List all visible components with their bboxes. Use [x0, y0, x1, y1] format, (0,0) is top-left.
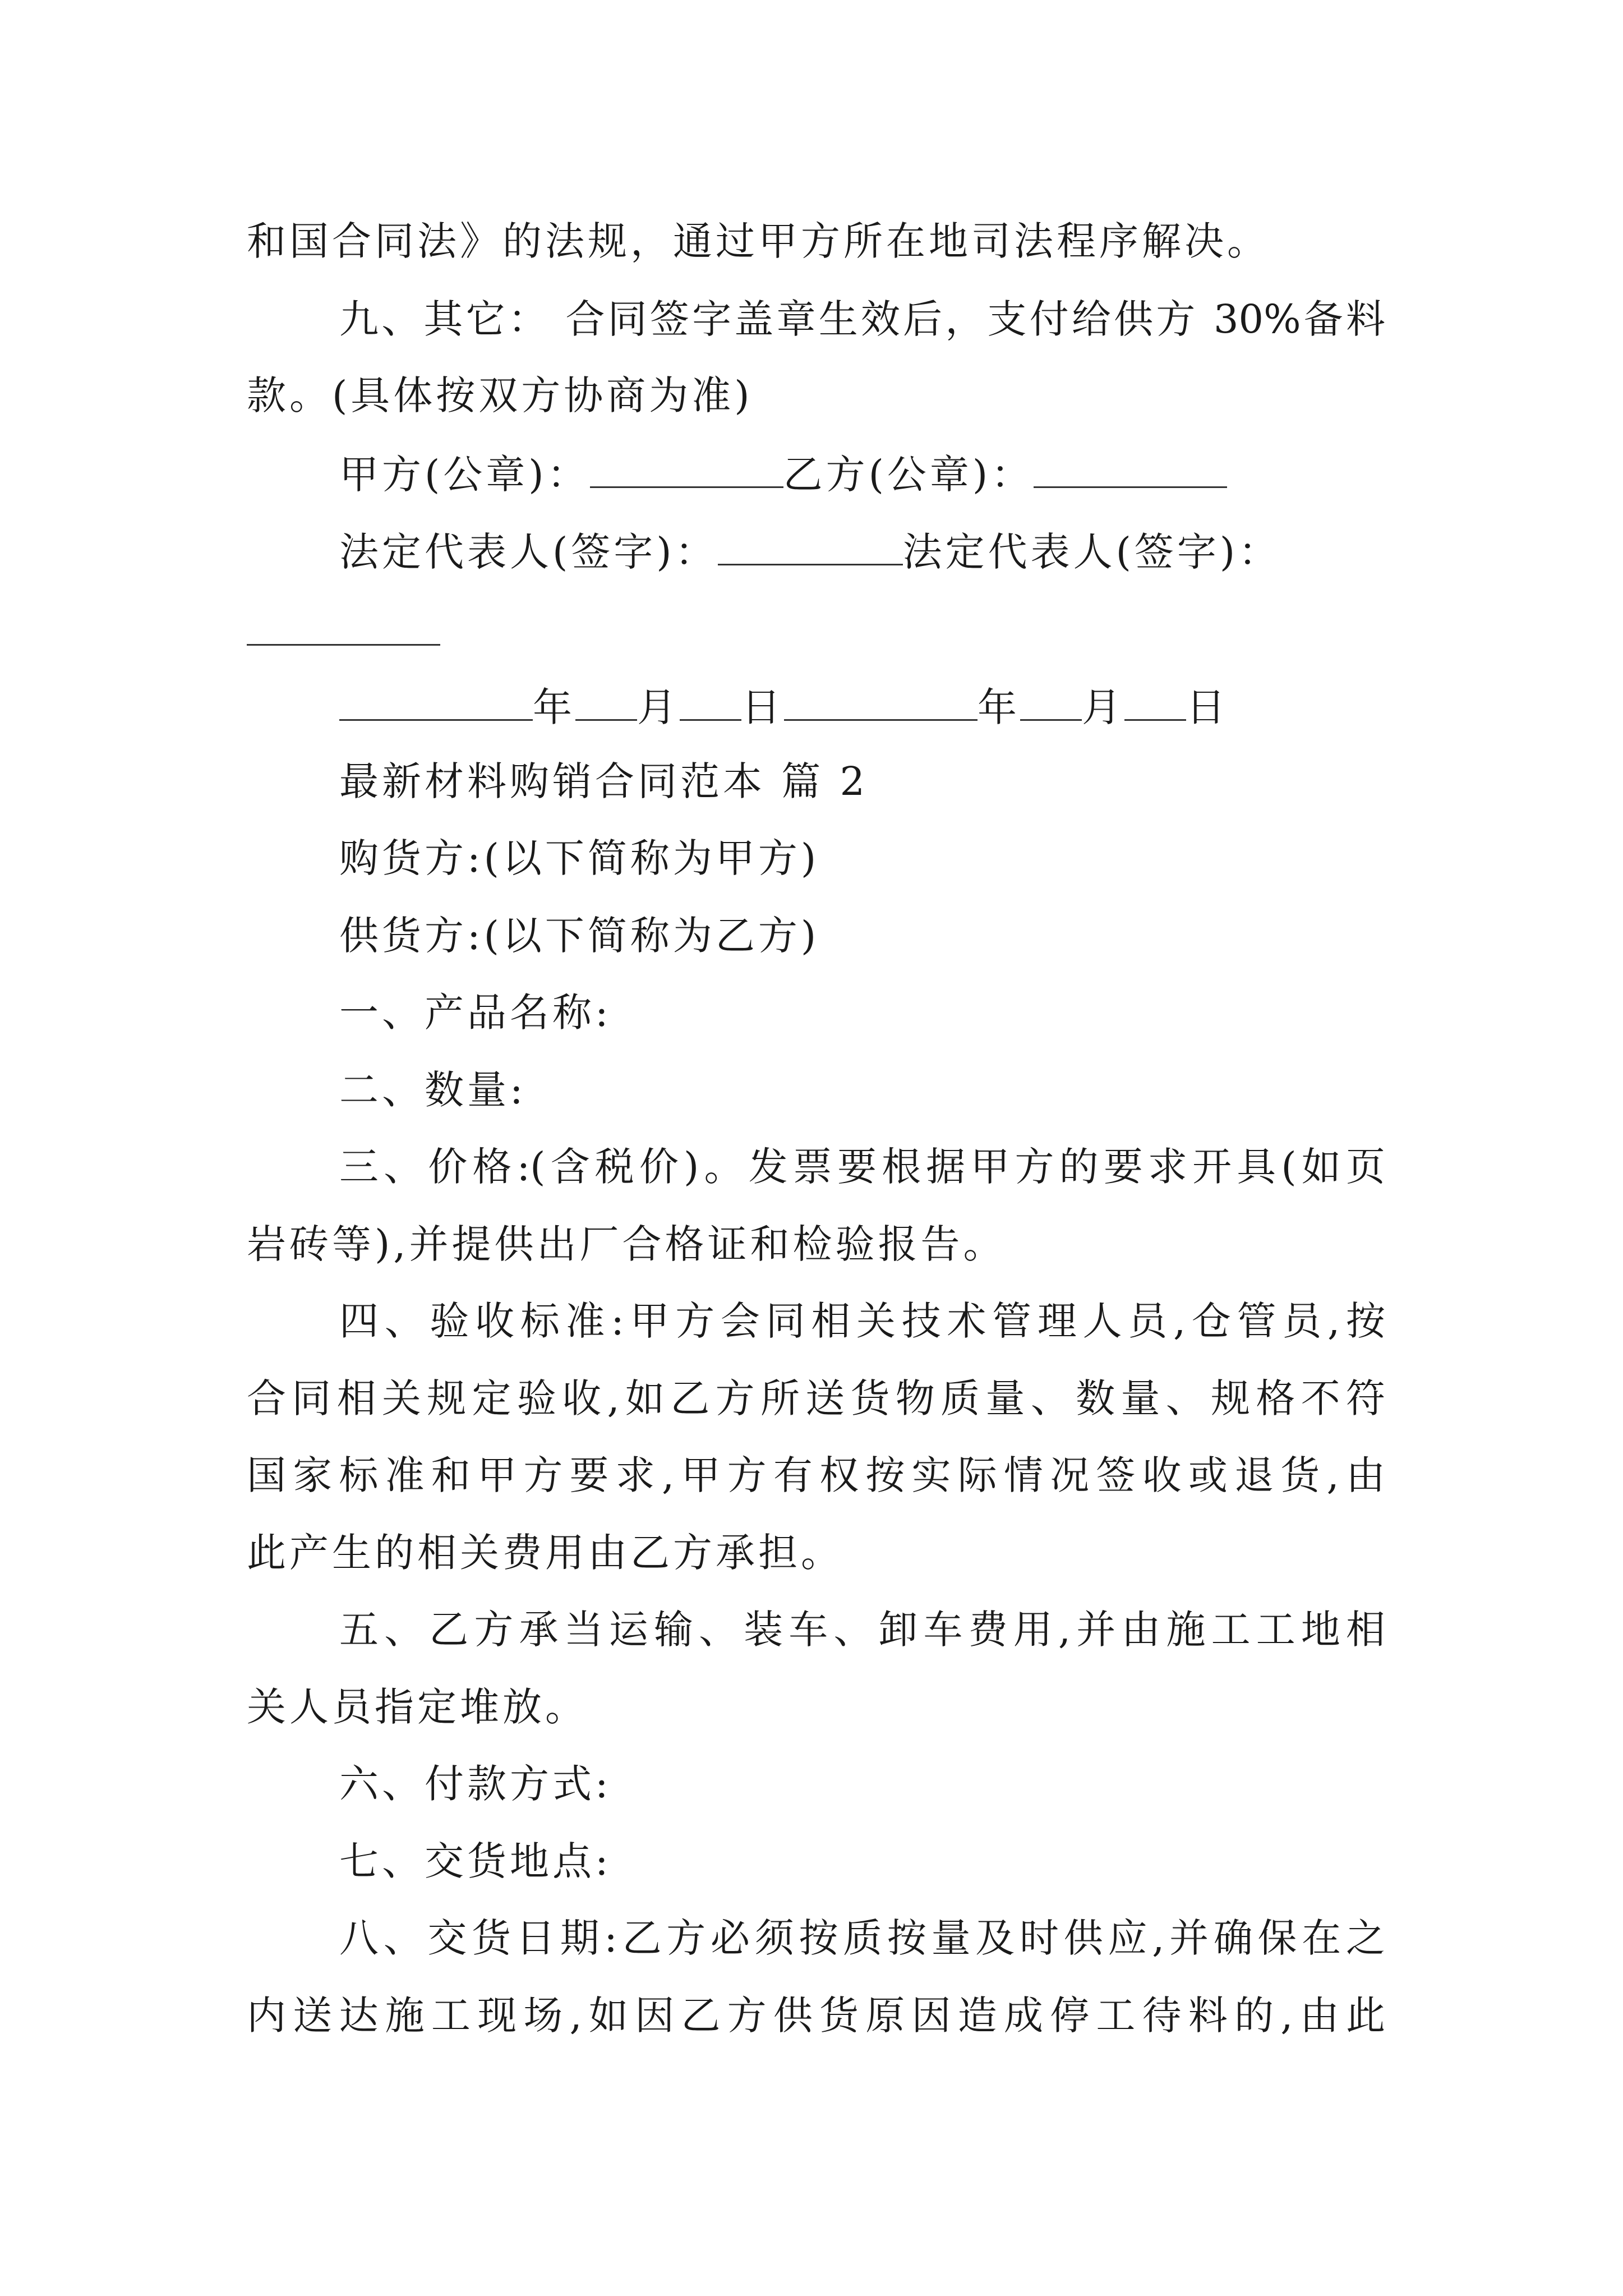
- date-blank: [1124, 684, 1186, 721]
- date-blank: [575, 684, 637, 721]
- day-label: 日: [1186, 684, 1229, 730]
- clause-line: 七、交货地点:: [339, 1838, 612, 1884]
- text-line: 此产生的相关费用由乙方承担。: [247, 1530, 843, 1576]
- seller-line: 供货方:(以下简称为乙方): [339, 913, 820, 959]
- text-line: 合同相关规定验收,如乙方所送货物质量、数量、规格不符: [247, 1375, 1385, 1421]
- party-b-seal-label: 乙方(公章)：: [783, 452, 1034, 498]
- party-b-seal-blank: [1034, 452, 1227, 488]
- party-a-rep-blank: [718, 529, 903, 565]
- buyer-line: 购货方:(以下简称为甲方): [339, 835, 820, 881]
- date-line: [339, 684, 1229, 730]
- clause-line: 一、产品名称:: [339, 990, 612, 1036]
- text-line: 国家标准和甲方要求,甲方有权按实际情况签收或退货,由: [247, 1452, 1385, 1498]
- signature-line: [339, 529, 1281, 575]
- day-label: 日: [741, 684, 784, 730]
- seal-line: [339, 452, 1227, 498]
- date-blank: [1020, 684, 1082, 721]
- clause-line: 八、交货日期:乙方必须按质按量及时供应,并确保在之: [339, 1915, 1385, 1961]
- party-a-rep-label: 法定代表人(签字)：: [339, 529, 718, 575]
- date-blank: [784, 684, 978, 721]
- clause-nine-line: 九、其它： 合同签字盖章生效后，支付给供方 30%备料: [339, 296, 1385, 342]
- text-line: 内送达施工现场,如因乙方供货原因造成停工待料的,由此: [247, 1993, 1385, 2039]
- month-label: 月: [637, 684, 680, 730]
- section-title: 最新材料购销合同范本 篇 2: [339, 758, 869, 804]
- clause-line: 三、价格:(含税价)。发票要根据甲方的要求开具(如页: [339, 1144, 1385, 1190]
- text-line: 岩砖等),并提供出厂合格证和检验报告。: [247, 1221, 1006, 1267]
- year-label: 年: [978, 684, 1020, 730]
- party-a-seal-blank: [590, 452, 783, 488]
- clause-line: 二、数量:: [339, 1067, 527, 1113]
- clause-line: 四、验收标准:甲方会同相关技术管理人员,仓管员,按: [339, 1298, 1385, 1344]
- date-blank: [680, 684, 741, 721]
- clause-line: 五、乙方承当运输、装车、卸车费用,并由施工工地相: [339, 1607, 1385, 1653]
- party-b-rep-blank: [247, 644, 440, 646]
- text-line: 关人员指定堆放。: [247, 1684, 588, 1730]
- text-line: 款。(具体按双方协商为准): [247, 372, 753, 418]
- date-blank: [339, 684, 533, 721]
- month-label: 月: [1082, 684, 1124, 730]
- text-line: 和国合同法》的法规，通过甲方所在地司法程序解决。: [247, 218, 1270, 264]
- clause-line: 六、付款方式:: [339, 1761, 612, 1807]
- year-label: 年: [533, 684, 575, 730]
- party-a-seal-label: 甲方(公章)：: [339, 452, 590, 498]
- party-b-rep-label: 法定代表人(签字)：: [902, 529, 1281, 575]
